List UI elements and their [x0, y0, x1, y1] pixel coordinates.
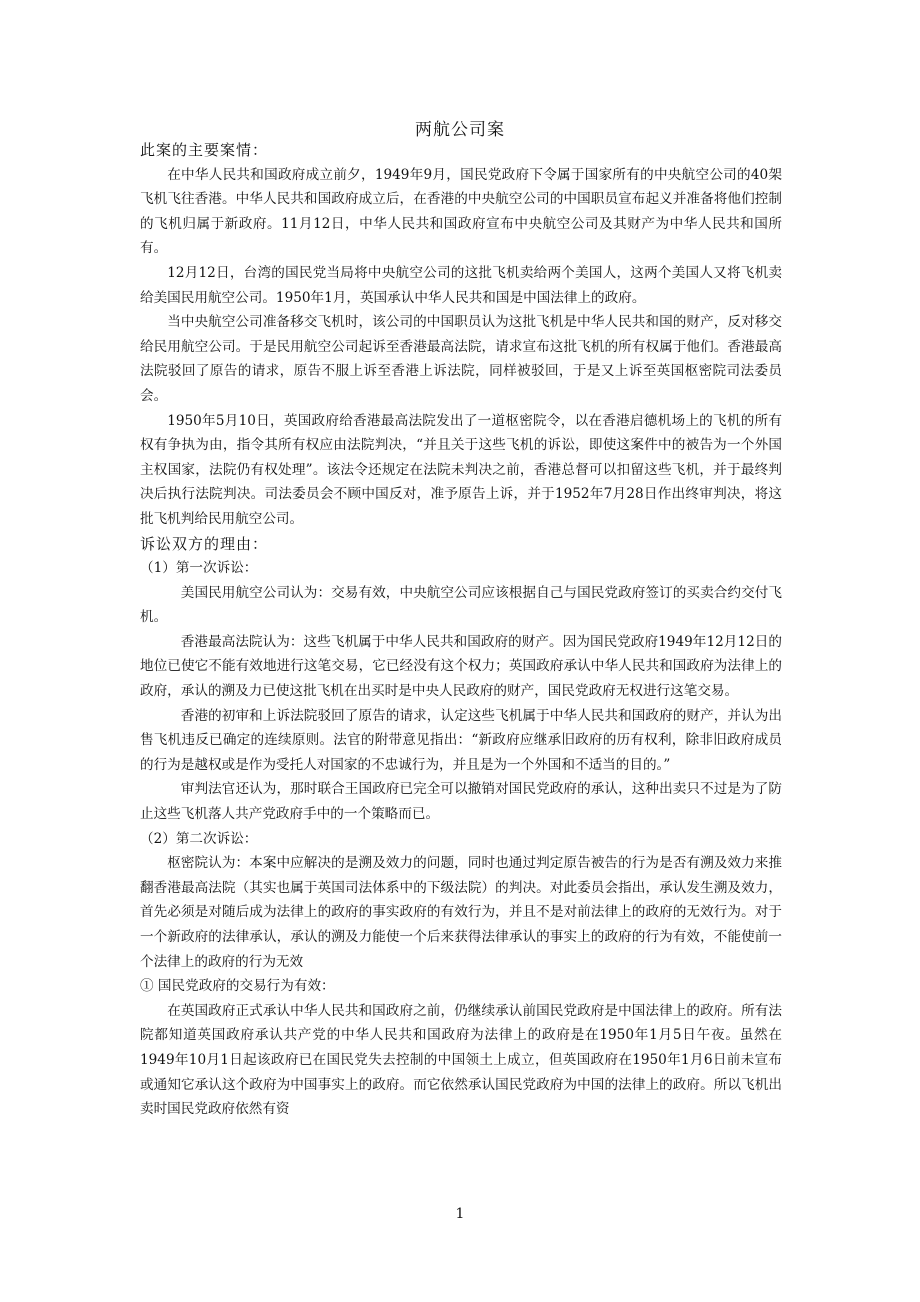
- first-suit-label: （1）第一次诉讼：: [140, 560, 258, 577]
- first-suit-paragraph: 美国民用航空公司认为：交易有效，中央航空公司应该根据自己与国民党政府签订的买卖合约交付飞机。: [140, 584, 782, 626]
- facts-paragraph: 1950年5月10日，英国政府给香港最高法院发出了一道枢密院令，以在香港启德机场上的飞机的所有权有争执为由，指令其所有权应由法院判决，“并且关于这些飞机的诉讼，即使这案件中的被告为一个外国主权国家，法院仍有权处理”。该法令还规定在法院未判决之前，香港总督可以扣留这些飞机，并于最终判决后执行法院判决。司法委员会不顾中国反对，准予原告上诉，并于1952年7月28日作出终审判决，将这批飞机判给民用航空公司。: [140, 412, 782, 527]
- facts-paragraph: 当中央航空公司准备移交飞机时，该公司的中国职员认为这批飞机是中华人民共和国的财产，反对移交给民用航空公司。于是民用航空公司起诉至香港最高法院，请求宣布这批飞机的所有权属于他们。香港最高法院驳回了原告的请求，原告不服上诉至香港上诉法院，同样被驳回，于是又上诉至英国枢密院司法委员会。: [140, 314, 782, 404]
- point-1-paragraph: 在英国政府正式承认中华人民共和国政府之前，仍继续承认前国民党政府是中国法律上的政府。所有法院都知道英国政府承认共产党的中华人民共和国政府为法律上的政府是在1950年1月5日午夜。虽然在1949年10月1日起该政府已在国民党失去控制的中国领土上成立，但英国政府在1950年1月6日前未宣布或通知它承认这个政府为中国事实上的政府。而它依然承认国民党政府为中国的法律上的政府。所以飞机出卖时国民党政府依然有资: [140, 1002, 782, 1118]
- second-suit-paragraph: 枢密院认为：本案中应解决的是溯及效力的问题，同时也通过判定原告被告的行为是否有溯及效力来推翻香港最高法院（其实也属于英国司法体系中的下级法院）的判决。对此委员会指出，承认发生溯及效力，首先必须是对随后成为法律上的政府的事实政府的有效行为，并且不是对前法律上的政府的无效行为。对于一个新政府的法律承认，承认的溯及力能使一个后来获得法律承认的事实上的政府的行为有效，不能使前一个法律上的政府的行为无效: [140, 855, 782, 970]
- facts-paragraph: 12月12日，台湾的国民党当局将中央航空公司的这批飞机卖给两个美国人，这两个美国人又将飞机卖给美国民用航空公司。1950年1月，英国承认中华人民共和国是中国法律上的政府。: [140, 264, 782, 306]
- reasons-heading: 诉讼双方的理由：: [140, 534, 269, 553]
- document-body: [140, 138, 782, 1122]
- first-suit-paragraph: 香港最高法院认为：这些飞机属于中华人民共和国政府的财产。因为国民党政府1949年12月12日的地位已使它不能有效地进行这笔交易，它已经没有这个权力；英国政府承认中华人民共和国政府为法律上的政府，承认的溯及力已使这批飞机在出买时是中央人民政府的财产，国民党政府无权进行这笔交易。: [140, 633, 782, 700]
- second-suit-label: （2）第二次诉讼：: [140, 830, 258, 847]
- facts-paragraph: 在中华人民共和国政府成立前夕，1949年9月，国民党政府下令属于国家所有的中央航空公司的40架飞机飞往香港。中华人民共和国政府成立后，在香港的中央航空公司的中国职员宣布起义并准备将他们控制的飞机归属于新政府。11月12日，中华人民共和国政府宣布中央航空公司及其财产为中华人民共和国所有。: [140, 166, 782, 257]
- page-number: 1: [455, 1206, 465, 1222]
- facts-heading: 此案的主要案情：: [140, 141, 269, 159]
- point-1-label: ① 国民党政府的交易行为有效：: [140, 978, 335, 995]
- first-suit-paragraph: 香港的初审和上诉法院驳回了原告的请求，认定这些飞机属于中华人民共和国政府的财产，并认为出售飞机违反已确定的连续原则。法官的附带意见指出：“新政府应继承旧政府的历有权利，除非旧政府成员的行为是越权或是作为受托人对国家的不忠诚行为，并且是为一个外国和不适当的目的。”: [140, 707, 782, 773]
- first-suit-paragraph: 审判法官还认为，那时联合王国政府已完全可以撤销对国民党政府的承认，这种出卖只不过是为了防止这些飞机落人共产党政府手中的一个策略而已。: [140, 781, 782, 823]
- document-title: 两航公司案: [415, 120, 505, 140]
